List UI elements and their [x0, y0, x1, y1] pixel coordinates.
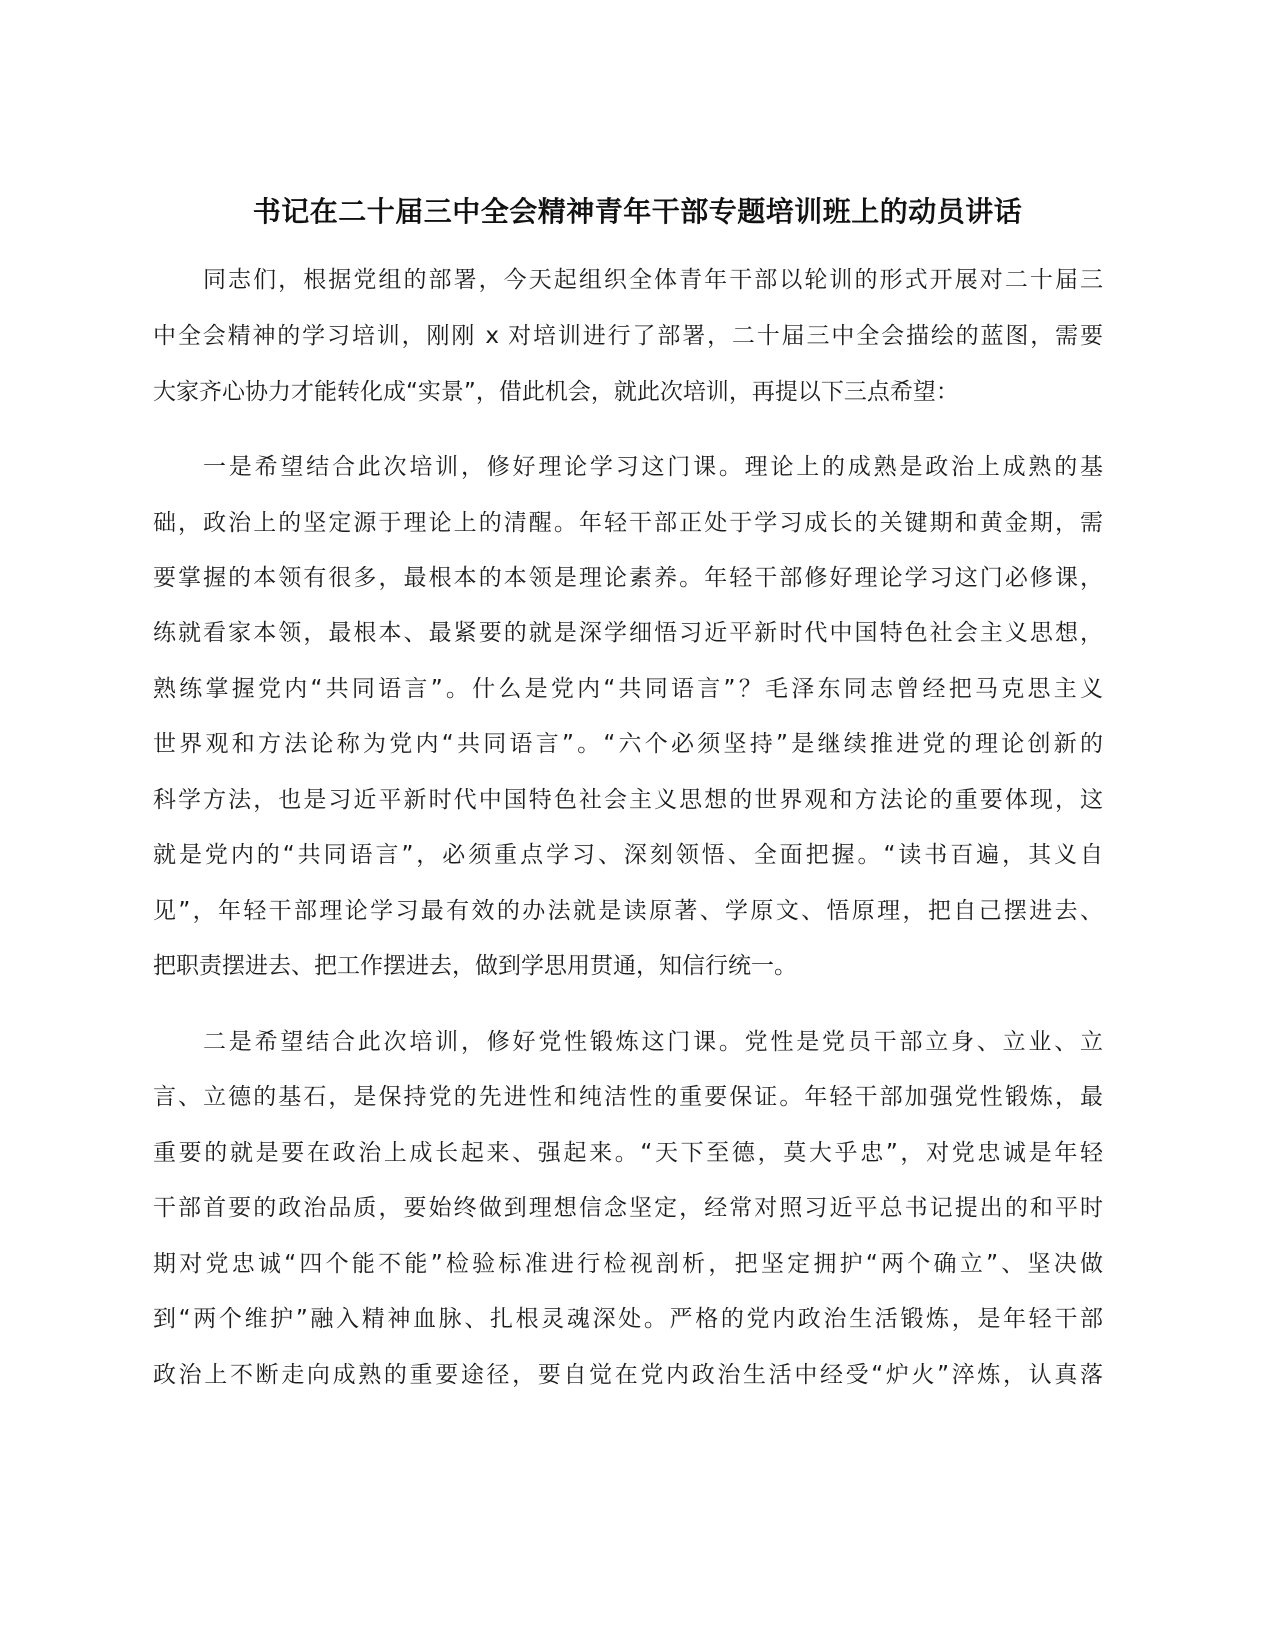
paragraph-line: 练就看家本领，最根本、最紧要的就是深学细悟习近平新时代中国特色社会主义思想，	[153, 620, 1103, 646]
paragraph-line: 到“两个维护”融入精神血脉、扎根灵魂深处。严格的党内政治生活锻炼，是年轻干部	[153, 1306, 1103, 1332]
document-title: 书记在二十届三中全会精神青年干部专题培训班上的动员讲话	[252, 195, 1023, 228]
paragraph-line: 政治上不断走向成熟的重要途径，要自觉在党内政治生活中经受“炉火”淬炼，认真落	[153, 1362, 1103, 1388]
paragraph-line: 言、立德的基石，是保持党的先进性和纯洁性的重要保证。年轻干部加强党性锻炼，最	[153, 1084, 1103, 1110]
paragraph-line: 础，政治上的坚定源于理论上的清醒。年轻干部正处于学习成长的关键期和黄金期，需	[153, 510, 1103, 536]
paragraph-line: 要掌握的本领有很多，最根本的本领是理论素养。年轻干部修好理论学习这门必修课，	[153, 565, 1103, 591]
paragraph-line: 熟练掌握党内“共同语言”。什么是党内“共同语言”？毛泽东同志曾经把马克思主义	[153, 676, 1103, 702]
paragraph-line: 干部首要的政治品质，要始终做到理想信念坚定，经常对照习近平总书记提出的和平时	[153, 1195, 1103, 1221]
paragraph-line: 科学方法，也是习近平新时代中国特色社会主义思想的世界观和方法论的重要体现，这	[153, 787, 1103, 813]
paragraph-line: 见”，年轻干部理论学习最有效的办法就是读原著、学原文、悟原理，把自己摆进去、	[153, 898, 1103, 924]
paragraph-line: 一是希望结合此次培训，修好理论学习这门课。理论上的成熟是政治上成熟的基	[203, 454, 1103, 480]
paragraph-line: 重要的就是要在政治上成长起来、强起来。“天下至德，莫大乎忠”，对党忠诚是年轻	[153, 1140, 1103, 1166]
paragraph-line: 世界观和方法论称为党内“共同语言”。“六个必须坚持”是继续推进党的理论创新的	[153, 731, 1103, 757]
paragraph-line: 二是希望结合此次培训，修好党性锻炼这门课。党性是党员干部立身、立业、立	[203, 1029, 1103, 1055]
paragraph-line: 期对党忠诚“四个能不能”检验标准进行检视剖析，把坚定拥护“两个确立”、坚决做	[153, 1251, 1103, 1277]
paragraph-line: 就是党内的“共同语言”，必须重点学习、深刻领悟、全面把握。“读书百遍，其义自	[153, 842, 1103, 868]
paragraph-line: 中全会精神的学习培训，刚刚 x 对培训进行了部署，二十届三中全会描绘的蓝图，需要	[153, 323, 1103, 349]
paragraph-line: 大家齐心协力才能转化成“实景”，借此机会，就此次培训，再提以下三点希望：	[153, 379, 959, 405]
paragraph-line: 把职责摆进去、把工作摆进去，做到学思用贯通，知信行统一。	[153, 953, 797, 979]
paragraph-line: 同志们，根据党组的部署，今天起组织全体青年干部以轮训的形式开展对二十届三	[203, 267, 1103, 293]
